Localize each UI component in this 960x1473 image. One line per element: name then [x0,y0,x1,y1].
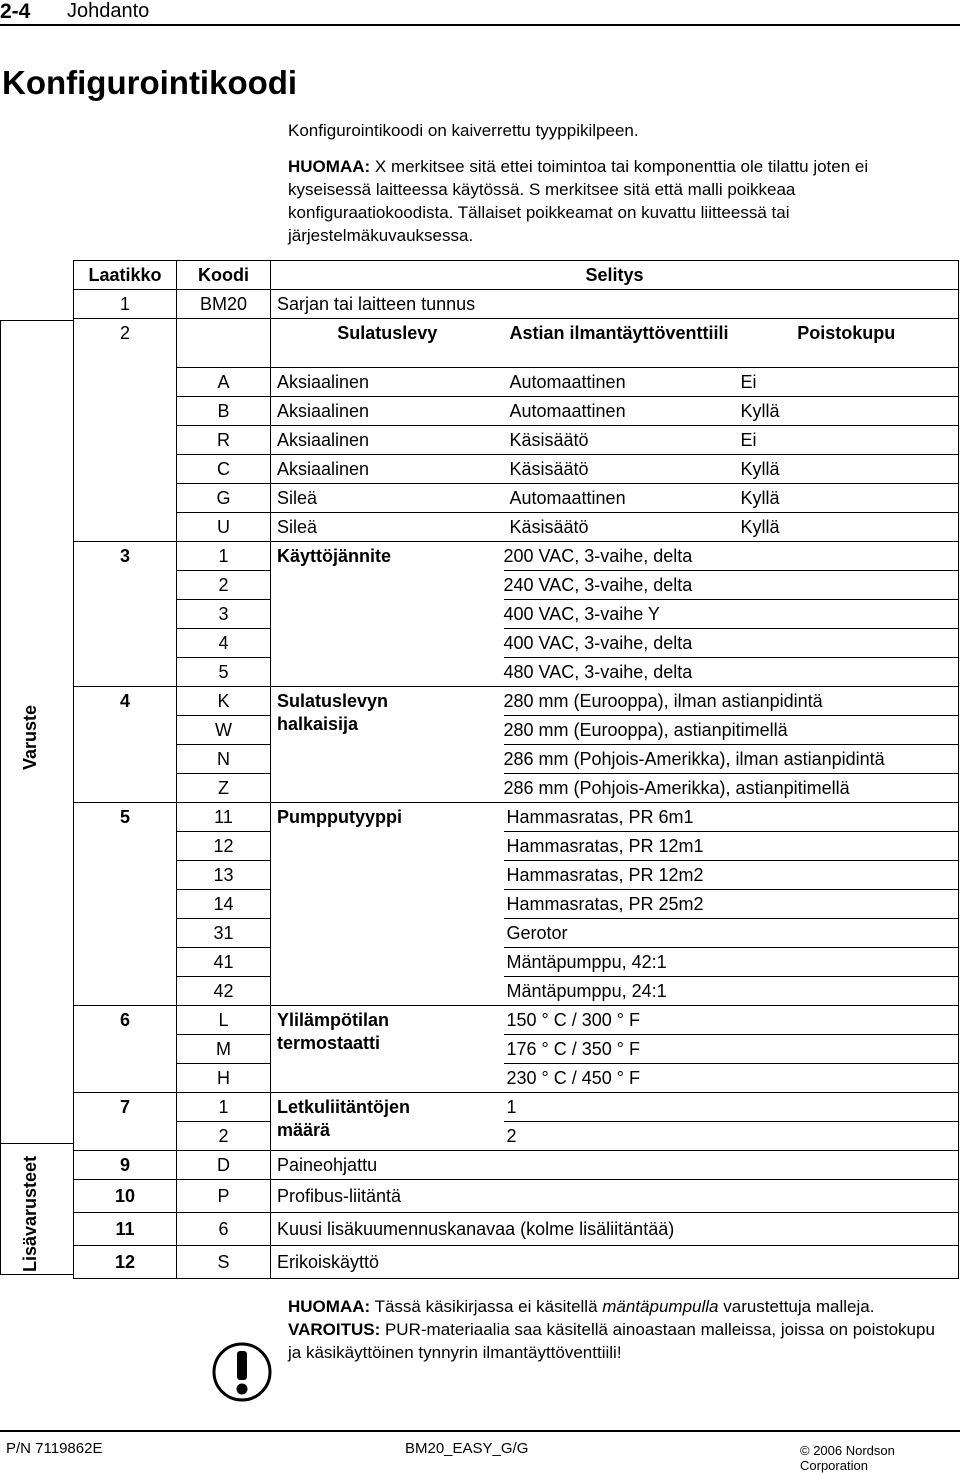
table-row [74,860,959,889]
col-koodi: Koodi [177,261,271,290]
value-cell: 280 mm (Eurooppa), astianpitimellä [504,715,959,744]
table-row [74,976,959,1005]
value-cell: 150 ° C / 300 ° F [504,1005,959,1034]
config-code-table [73,260,959,1279]
table-row [74,918,959,947]
table-row [74,541,959,570]
code-cell [177,319,271,368]
warning-exclamation-icon [212,1342,272,1402]
value-cell: 286 mm (Pohjois-Amerikka), ilman astianpidintä [504,744,959,773]
desc-cell: Paineohjattu [271,1150,959,1179]
code-cell: 31 [177,918,271,947]
group-label [271,802,504,1005]
desc-cell: Profibus-liitäntä [271,1179,959,1212]
desc-cell: Automaattinen [504,483,735,512]
code-cell: 42 [177,976,271,1005]
side-top [0,320,73,321]
desc-cell: Automaattinen [504,396,735,425]
warning-text: PUR-materiaalia saa käsitellä ainoastaan malleissa, joissa on poistokupu ja käsikäyttöinen tynnyrin ilmantäyttöventtiili! [288,1320,935,1362]
box-cell [74,512,177,541]
col-laatikko: Laatikko [74,261,177,290]
table-row [74,947,959,976]
value-cell: 480 VAC, 3-vaihe, delta [504,657,959,686]
table-row [74,290,959,319]
code-cell: U [177,512,271,541]
table-row [74,425,959,454]
value-cell: Mäntäpumppu, 42:1 [504,947,959,976]
table-row [74,483,959,512]
group-label-line: termostaatti [277,1032,381,1053]
desc-cell: Ei [735,367,959,396]
note-text: varustettuja malleja. [718,1297,875,1316]
note-label: HUOMAA: [288,157,371,176]
code-cell: B [177,396,271,425]
box-cell [74,483,177,512]
group-label [271,686,504,802]
col-selitys: Selitys [271,261,959,290]
table-row [74,1092,959,1121]
value-cell: Mäntäpumppu, 24:1 [504,976,959,1005]
table-row [74,715,959,744]
warning-label: VAROITUS: [288,1320,381,1339]
box-cell: 3 [74,541,177,686]
side-bottom [0,1274,73,1275]
code-cell: 41 [177,947,271,976]
desc-cell: Kyllä [735,396,959,425]
code-cell: 1 [177,1092,271,1121]
value-cell: 240 VAC, 3-vaihe, delta [504,570,959,599]
desc-cell: Kyllä [735,512,959,541]
page-number: 2-4 [0,0,31,23]
intro-note [288,155,928,247]
desc-cell: Sileä [271,512,504,541]
note-text: X merkitsee sitä ettei toimintoa tai komponenttia ole tilattu joten ei kyseisessä laitteessa käytössä. S merkitsee sitä että malli poikkeaa konfiguraatiokoodista. Tällaiset poikkeamat on kuvattu liitteessä tai järjestelmäkuvauksessa. [288,157,869,245]
value-cell: Gerotor [504,918,959,947]
value-cell: 230 ° C / 450 ° F [504,1063,959,1092]
value-cell: 200 VAC, 3-vaihe, delta [504,541,959,570]
code-cell: 11 [177,802,271,831]
table-row [74,396,959,425]
desc-cell: Aksiaalinen [271,367,504,396]
code-cell: 5 [177,657,271,686]
table-row [74,367,959,396]
desc-cell: Käsisäätö [504,454,735,483]
table-row [74,454,959,483]
desc-cell: Aksiaalinen [271,454,504,483]
page-title: Konfigurointikoodi [2,64,298,101]
box-cell [74,396,177,425]
value-cell: 1 [504,1092,959,1121]
value-cell: 2 [504,1121,959,1150]
intro-line: Konfigurointikoodi on kaiverrettu tyyppikilpeen. [288,121,639,140]
group-label [271,1092,504,1150]
table-row [74,512,959,541]
side-divider [0,1143,73,1144]
box-cell: 5 [74,802,177,1005]
value-cell: Hammasratas, PR 12m1 [504,831,959,860]
section-title: Johdanto [67,0,150,22]
code-cell: D [177,1150,271,1179]
code-cell: L [177,1005,271,1034]
code-cell: 2 [177,1121,271,1150]
code-cell: 14 [177,889,271,918]
value-cell: 400 VAC, 3-vaihe, delta [504,628,959,657]
footer-document-id: BM20_EASY_G/G [405,1440,529,1457]
code-cell: A [177,367,271,396]
table-row [74,1150,959,1179]
code-cell: H [177,1063,271,1092]
desc-cell: Aksiaalinen [271,425,504,454]
code-cell: R [177,425,271,454]
table-row [74,599,959,628]
table-row [74,744,959,773]
footer-rule [0,1430,960,1432]
code-cell: 12 [177,831,271,860]
box-cell: 11 [74,1212,177,1245]
code-cell: 3 [177,599,271,628]
box-cell: 2 [74,319,177,368]
group-label [271,1005,504,1092]
desc-cell: Kuusi lisäkuumennuskanavaa (kolme lisäliitäntää) [271,1212,959,1245]
code-cell: 4 [177,628,271,657]
code-cell: M [177,1034,271,1063]
group-label-line: Pumpputyyppi [277,806,402,827]
note-italic: mäntäpumpulla [602,1297,719,1316]
notes-block [288,1295,948,1364]
table-row [74,657,959,686]
table-row [74,1034,959,1063]
note-text: Tässä käsikirjassa ei käsitellä [370,1297,603,1316]
table-row [74,889,959,918]
desc-cell: Aksiaalinen [271,396,504,425]
footer-part-number: P/N 7119862E [6,1440,103,1457]
table-row [74,1063,959,1092]
desc-cell: Automaattinen [504,367,735,396]
table-row [74,1121,959,1150]
group-label-line: Sulatuslevyn [277,690,389,711]
code-cell: P [177,1179,271,1212]
box-cell: 1 [74,290,177,319]
subheader: Poistokupu [735,319,959,368]
desc-cell: Kyllä [735,483,959,512]
group-label-line: Käyttöjännite [277,545,392,566]
value-cell: 176 ° C / 350 ° F [504,1034,959,1063]
group-label-line: Ylilämpötilan [277,1009,390,1030]
value-cell: 400 VAC, 3-vaihe Y [504,599,959,628]
box-cell: 7 [74,1092,177,1150]
table-row [74,773,959,802]
code-cell: G [177,483,271,512]
table-row [74,319,959,368]
code-cell: K [177,686,271,715]
table-row [74,1005,959,1034]
value-cell: 280 mm (Eurooppa), ilman astianpidintä [504,686,959,715]
code-cell: Z [177,773,271,802]
box-cell: 10 [74,1179,177,1212]
value-cell: Hammasratas, PR 25m2 [504,889,959,918]
box-cell: 9 [74,1150,177,1179]
note-label: HUOMAA: [288,1297,371,1316]
value-cell: Hammasratas, PR 12m2 [504,860,959,889]
desc-cell: Käsisäätö [504,425,735,454]
code-cell: W [177,715,271,744]
table-row [74,1245,959,1278]
side-label-lisavarusteet: Lisävarusteet [20,1155,40,1272]
desc-cell: Kyllä [735,454,959,483]
box-cell [74,454,177,483]
table-row [74,802,959,831]
box-cell: 6 [74,1005,177,1092]
value-cell: 286 mm (Pohjois-Amerikka), astianpitimellä [504,773,959,802]
code-cell: 2 [177,570,271,599]
code-cell: C [177,454,271,483]
box-cell [74,425,177,454]
code-cell: S [177,1245,271,1278]
code-cell: 6 [177,1212,271,1245]
box-cell: 12 [74,1245,177,1278]
side-border [0,320,1,1275]
table-row [74,1212,959,1245]
side-label-varuste: Varuste [20,704,40,770]
code-cell: 13 [177,860,271,889]
note-warning [288,1318,948,1364]
group-label-line: halkaisija [277,713,359,734]
group-label-line: Letkuliitäntöjen [277,1096,411,1117]
subheader: Astian ilmantäyttöventtiili [504,319,735,368]
group-label-line: määrä [277,1119,331,1140]
table-row [74,831,959,860]
desc-cell: Sileä [271,483,504,512]
desc-cell: Erikoiskäyttö [271,1245,959,1278]
value-cell: Hammasratas, PR 6m1 [504,802,959,831]
code-cell: N [177,744,271,773]
desc-cell: Ei [735,425,959,454]
note-manual [288,1295,948,1318]
table-row [74,628,959,657]
group-label [271,541,504,686]
box-cell: 4 [74,686,177,802]
box-cell [74,367,177,396]
table-header-row [74,261,959,290]
desc-cell: Käsisäätö [504,512,735,541]
footer-copyright: © 2006 Nordson Corporation [800,1443,895,1473]
desc-cell: Sarjan tai laitteen tunnus [271,290,959,319]
code-cell: BM20 [177,290,271,319]
table-row [74,570,959,599]
code-cell: 1 [177,541,271,570]
subheader: Sulatuslevy [271,319,504,368]
header-rule [0,24,960,26]
table-row [74,686,959,715]
table-row [74,1179,959,1212]
